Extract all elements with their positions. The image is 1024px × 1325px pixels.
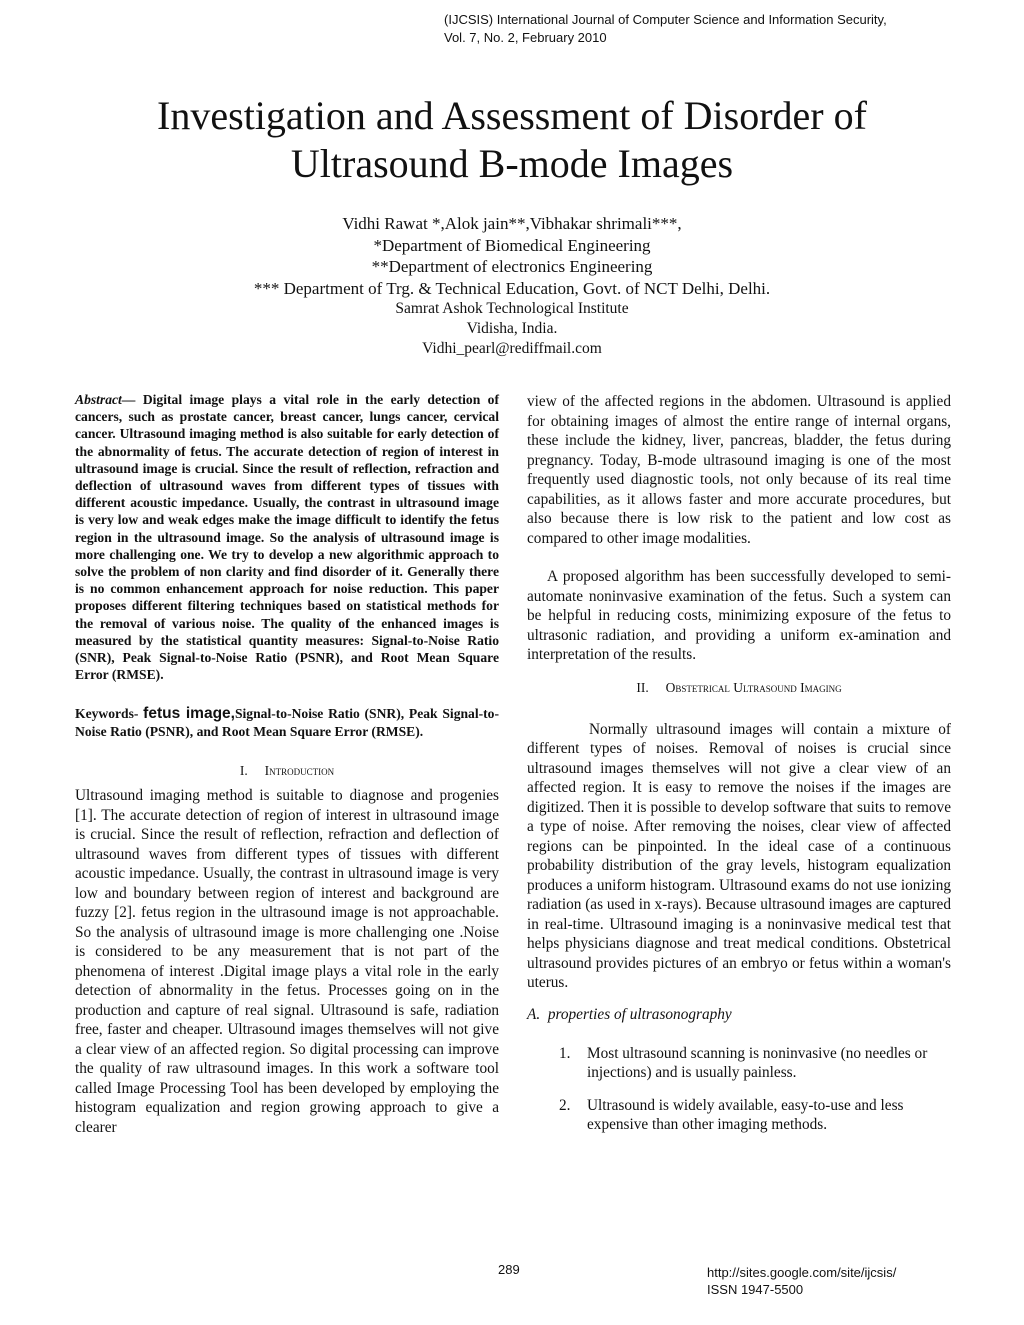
paper-title xyxy=(0,92,1024,188)
page-number: 289 xyxy=(498,1262,520,1277)
journal-volume: Vol. 7, No. 2, February 2010 xyxy=(444,30,607,45)
proposed-algorithm-paragraph: A proposed algorithm has been successfully developed to semi-automate noninvasive examination of the fetus. Such a system can be helpful in reducing costs, minimizing exposure of the fetus to ultrasonic radiation, and providing a uniform ex-amination and interpretation of the results. xyxy=(527,568,951,663)
abstract-label: Abstract— xyxy=(75,392,136,407)
section-heading-obstetrical xyxy=(527,680,951,696)
running-header xyxy=(444,11,887,47)
email: Vidhi_pearl@rediffmail.com xyxy=(422,340,602,357)
introduction-paragraph: Ultrasound imaging method is suitable to diagnose and progenies [1]. The accurate detection of region of interest in ultrasound image is crucial. Since the result of reflection, refraction and deflection of ultrasound waves from different types of tissues with different acoustic impedance. Usually, the contrast in ultrasound image is very low and boundary between region of interest and background are fuzzy [2]. fetus region in the ultrasound image is not approachable. So the analysis of ultrasound image is more challenging one .Noise is considered to be any measurement that is not part of the phenomena of interest .Digital image plays a vital role in the early detection of abnormality in the fetus. Processes going on in the production and capture of real signal. Ultrasound is safe, radiation free, faster and cheaper. Ultrasound images themselves will not give a clear view of an affected region. So digital processing can improve the quality of raw ultrasound images. In this work a software tool called Image Processing Tool has been developed by employing the histogram equalization and region growing approach to give a clearer xyxy=(75,787,499,1136)
affiliation-1: *Department of Biomedical Engineering xyxy=(373,235,651,255)
left-column xyxy=(75,391,499,1137)
keywords-label: Keywords- xyxy=(75,706,144,722)
city: Vidisha, India. xyxy=(466,320,558,337)
introduction-continuation: view of the affected regions in the abdomen. Ultrasound is applied for obtaining images of almost the entire range of internal organs, these include the kidney, liver, pancreas, bladder, the fetus during pregnancy. Today, B-mode ultrasound imaging is one of the most frequently used diagnostic tools, not only because of its real time capabilities, as it allows faster and more accurate procedures, but also because there is low risk to the patient and low cost as compared to other image modalities. xyxy=(527,393,951,547)
section-title: Introduction xyxy=(264,763,335,779)
title-line-2: Ultrasound B-mode Images xyxy=(290,141,734,186)
right-column xyxy=(527,392,951,1148)
author-block xyxy=(0,213,1024,359)
institute: Samrat Ashok Technological Institute xyxy=(395,300,629,317)
section-number: II. xyxy=(636,679,649,695)
affiliation-3: *** Department of Trg. & Technical Education, Govt. of NCT Delhi, Delhi. xyxy=(253,278,771,298)
list-item-text: Ultrasound is widely available, easy-to-use and less expensive than other imaging methods. xyxy=(587,1096,904,1133)
footer-issn: ISSN 1947-5500 xyxy=(707,1282,804,1297)
subsection-title: properties of ultrasonography xyxy=(547,1005,732,1023)
footer-info xyxy=(707,1264,896,1298)
section-heading-introduction xyxy=(75,763,499,779)
subsection-heading xyxy=(527,1006,951,1024)
list-item-text: Most ultrasound scanning is noninvasive (no needles or injections) and is usually painless. xyxy=(587,1044,928,1081)
list-item xyxy=(527,1096,951,1135)
keywords-text: Signal-to-Noise Ratio (SNR), Peak Signal-to-Noise Ratio (PSNR), and Root Mean Square Error (RMSE). xyxy=(75,706,499,740)
abstract-text: Digital image plays a vital role in the early detection of cancers, such as prostate cancer, breast cancer, lungs cancer, cervical cancer. Ultrasound imaging method is also suitable for early detection of the abnormality of fetus. The accurate detection of region of interest in ultrasound image is crucial. Since the result of reflection, refraction and deflection of ultrasound waves from different types of tissues with different acoustic impedance. Usually, the contrast in ultrasound image is very low and weak edges make the image difficult to identify the fetus region in the ultrasound image. So the analysis of ultrasound image is more challenging one. We try to develop a new algorithmic approach to solve the problem of non clarity and find disorder of it. Generally there is no common enhancement approach for noise reduction. This paper proposes different filtering techniques based on statistical methods for the removal of various noise. The quality of the enhanced images is measured by the statistical quantity measures: Signal-to-Noise Ratio (SNR), Peak Signal-to-Noise Ratio (PSNR), and Root Mean Square Error (RMSE). xyxy=(75,392,499,683)
section-title: Obstetrical Ultrasound Imaging xyxy=(665,679,842,695)
author-names: Vidhi Rawat *,Alok jain**,Vibhakar shrimali***, xyxy=(342,214,682,233)
list-item-number: 1. xyxy=(559,1044,571,1062)
subsection-label: A. xyxy=(527,1005,541,1023)
abstract xyxy=(75,391,499,683)
footer-url: http://sites.google.com/site/ijcsis/ xyxy=(707,1265,897,1280)
properties-list xyxy=(527,1044,951,1135)
list-item xyxy=(527,1044,951,1083)
list-item-number: 2. xyxy=(559,1096,571,1114)
keywords xyxy=(75,705,499,741)
keywords-highlight: fetus image, xyxy=(143,705,235,723)
title-line-1: Investigation and Assessment of Disorder of xyxy=(157,93,867,138)
section-number: I. xyxy=(239,763,248,779)
journal-name: (IJCSIS) International Journal of Computer Science and Information Security, xyxy=(444,12,887,27)
obstetrical-paragraph: Normally ultrasound images will contain a mixture of different types of noises. Removal of noises is crucial since ultrasound images themselves will not give a clear view of an affected region. It is easy to remove the noises if the images are digitized. Then it is possible to develop software that suits to remove a type of noise. After removing the noises, clear view of affected regions can be pinpointed. In the ideal case of a continuous probability distribution of the gray levels, histogram equalization produces a uniform histogram. Ultrasound exams do not use ionizing radiation (as used in x-rays). Because ultrasound images are captured in real-time. Ultrasound imaging is a noninvasive medical test that helps physicians diagnose and treat medical conditions. Obstetrical ultrasound provides pictures of an embryo or fetus within a woman's uterus. xyxy=(527,720,951,991)
affiliation-2: **Department of electronics Engineering xyxy=(371,257,653,276)
